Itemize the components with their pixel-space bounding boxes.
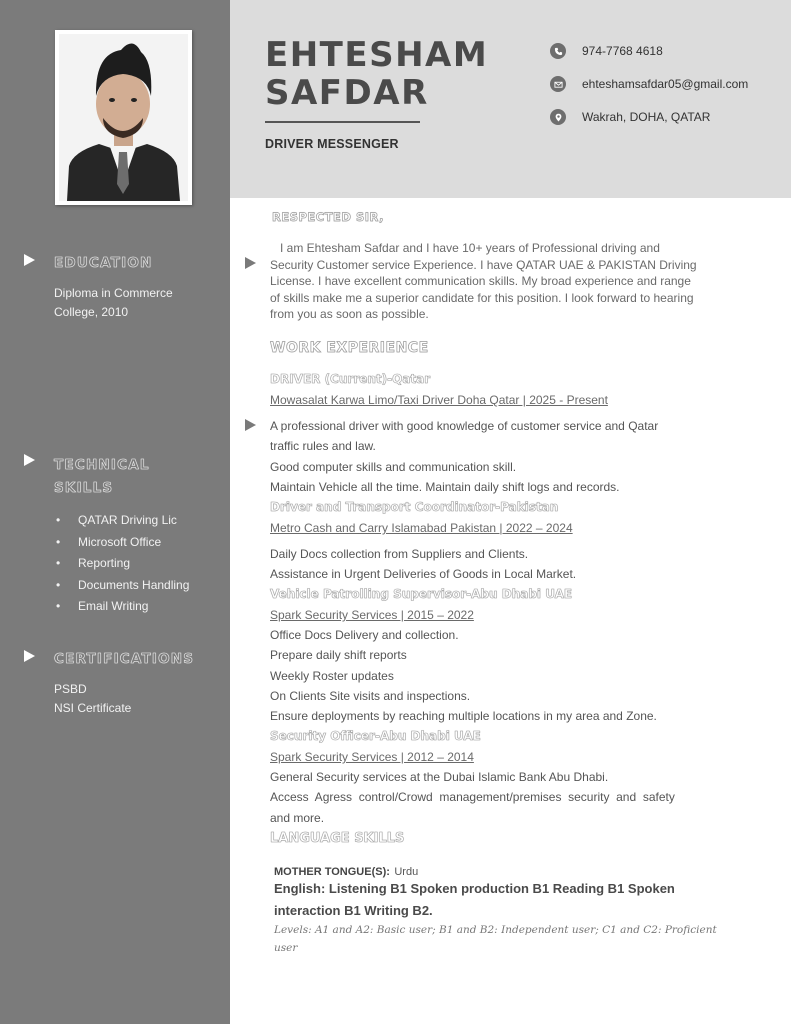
levels-line: Levels: A1 and A2: Basic user; B1 and B2: Independent user; C1 and C2: Proficient [274,924,717,936]
section-arrow-icon [24,650,35,662]
skill-item: • Email Writing [56,596,224,618]
experience-arrow-icon [245,419,256,431]
section-arrow-icon [24,254,35,266]
certifications-section [24,648,224,718]
contact-email [550,76,748,92]
intro-line: Security Customer service Experience. I have QATAR UAE & PAKISTAN Driving [270,257,697,272]
contact-location [550,109,710,125]
duty-line: Office Docs Delivery and collection. [270,628,459,642]
location-icon [550,109,566,125]
duty-line: Daily Docs collection from Suppliers and Clients. [270,547,529,561]
job-duties [270,416,775,497]
job-company: Mowasalat Karwa Limo/Taxi Driver Doha Qatar | 2025 - Present [270,393,608,407]
resume-body [230,198,791,1024]
duty-line: General Security services at the Dubai Islamic Bank Abu Dhabi. [270,770,609,784]
skill-item: • QATAR Driving Lic [56,510,224,532]
skills-title-line: TECHNICAL [54,457,150,473]
phone-text: 974-7768 4618 [582,44,663,58]
job-duties [270,625,775,726]
job-role: DRIVER MESSENGER [265,137,399,151]
mother-tongue-label: MOTHER TONGUE(S): [274,866,390,878]
section-arrow-icon [24,454,35,466]
education-section [24,252,224,322]
skill-item: • Reporting [56,553,224,575]
job-duties [270,544,775,585]
job-company: Spark Security Services | 2015 – 2022 [270,608,474,622]
job-title: Vehicle Patrolling Supervisor-Abu Dhabi UAE [270,587,573,601]
levels-legend [274,921,779,957]
sidebar [0,0,230,1024]
duty-line: traffic rules and law. [270,439,376,454]
intro-line: License. I have excellent communication skills. My broad experience and range [270,274,691,288]
english-levels [274,878,779,922]
duty-line: Maintain Vehicle all the time. Maintain daily shift logs and records. [270,479,620,494]
job-company: Spark Security Services | 2012 – 2014 [270,750,474,764]
work-experience-title: WORK EXPERIENCE [270,340,429,356]
skill-item: • Documents Handling [56,575,224,597]
job-duties [270,767,775,828]
email-icon [550,76,566,92]
duty-line: Ensure deployments by reaching multiple locations in my area and Zone. [270,709,657,724]
duty-line: Good computer skills and communication skill. [270,459,517,474]
duty-line: Assistance in Urgent Deliveries of Goods in Local Market. [270,567,577,582]
intro-line: I am Ehtesham Safdar and I have 10+ years of Professional driving and [270,241,660,255]
first-name: EHTESHAM [265,35,489,75]
last-name: SAFDAR [265,73,429,113]
duty-line: Prepare daily shift reports [270,648,407,663]
certification-item: PSBD [54,682,87,696]
intro-line: of skills make me a superior candidate for this position. I look forward to hearing [270,290,694,305]
skills-title-line: SKILLS [54,480,114,496]
name-divider [265,121,420,123]
job-title: DRIVER (Current)-Qatar [270,372,431,386]
language-skills-title: LANGUAGE SKILLS [270,831,405,846]
mother-tongue-value: Urdu [394,866,419,878]
job-title: Driver and Transport Coordinator-Pakistan [270,500,559,514]
phone-icon [550,43,566,59]
candidate-name [265,36,488,112]
certifications-title: CERTIFICATIONS [54,651,195,667]
duty-line: Weekly Roster updates [270,668,394,683]
education-line: Diploma in Commerce [54,286,173,300]
certification-item: NSI Certificate [54,701,132,715]
job-title: Security Officer-Abu Dhabi UAE [270,729,481,743]
skills-section [24,452,224,618]
education-title: EDUCATION [54,255,153,271]
intro-arrow-icon [245,257,256,269]
duty-line: Access Agress control/Crowd management/premises security and safety [270,790,675,805]
english-line: interaction B1 Writing B2. [274,903,433,918]
salutation: RESPECTED SIR, [272,210,384,224]
duty-line: and more. [270,810,325,825]
job-company: Metro Cash and Carry Islamabad Pakistan | 2022 – 2024 [270,521,573,535]
resume-header [230,0,791,198]
profile-photo [59,34,188,201]
levels-line: user [274,942,298,954]
profile-photo-frame [55,30,192,205]
duty-line: On Clients Site visits and inspections. [270,688,471,703]
intro-paragraph [270,240,770,323]
skills-list [56,510,224,618]
location-text: Wakrah, DOHA, QATAR [582,110,711,124]
skill-item: • Microsoft Office [56,532,224,554]
email-text: ehteshamsafdar05@gmail.com [582,77,749,91]
contact-phone [550,43,663,59]
duty-line: A professional driver with good knowledge of customer service and Qatar [270,419,659,433]
education-line: College, 2010 [54,305,129,319]
intro-line: from you as soon as possible. [270,307,429,321]
english-line: English: Listening B1 Spoken production B1 Reading B1 Spoken [274,881,675,896]
